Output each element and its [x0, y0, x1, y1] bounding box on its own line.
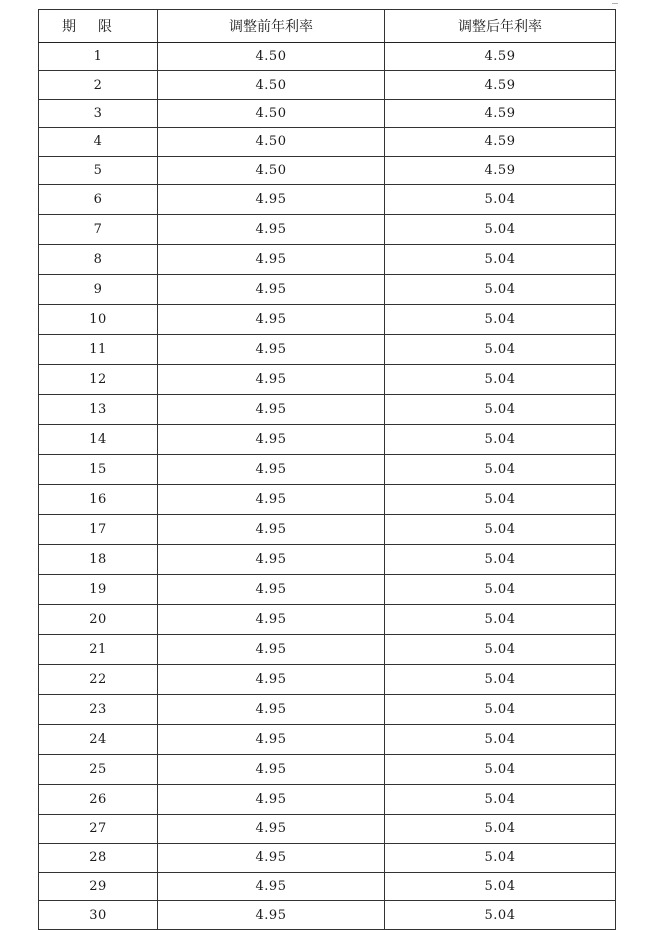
cell-period: 14: [39, 424, 158, 454]
cell-period: 2: [39, 71, 158, 99]
cell-rate-before: 4.95: [158, 901, 385, 930]
cell-period: 16: [39, 484, 158, 514]
cell-rate-before: 4.95: [158, 843, 385, 872]
cell-period: 18: [39, 544, 158, 574]
cell-rate-before: 4.95: [158, 544, 385, 574]
table-row: [39, 99, 616, 127]
table-row: [39, 604, 616, 634]
table-row: [39, 424, 616, 454]
table-row: [39, 304, 616, 334]
cell-rate-before: 4.95: [158, 484, 385, 514]
cell-rate-before: 4.95: [158, 514, 385, 544]
corner-mark: [612, 0, 618, 4]
cell-rate-after: 5.04: [385, 514, 616, 544]
cell-rate-before: 4.95: [158, 724, 385, 754]
cell-period: 9: [39, 274, 158, 304]
cell-rate-before: 4.95: [158, 814, 385, 843]
interest-rate-table: [38, 9, 616, 930]
cell-rate-before: 4.50: [158, 43, 385, 71]
cell-rate-after: 5.04: [385, 484, 616, 514]
cell-period: 4: [39, 128, 158, 156]
cell-rate-before: 4.95: [158, 784, 385, 814]
header-period: 期限: [39, 10, 158, 43]
cell-rate-after: 5.04: [385, 814, 616, 843]
table-row: [39, 814, 616, 843]
cell-rate-after: 5.04: [385, 454, 616, 484]
header-rate-before: 调整前年利率: [158, 10, 385, 43]
cell-rate-after: 5.04: [385, 754, 616, 784]
cell-period: 24: [39, 724, 158, 754]
cell-rate-after: 5.04: [385, 694, 616, 724]
cell-period: 19: [39, 574, 158, 604]
cell-rate-before: 4.95: [158, 304, 385, 334]
cell-rate-before: 4.95: [158, 574, 385, 604]
cell-period: 17: [39, 514, 158, 544]
cell-period: 23: [39, 694, 158, 724]
cell-rate-after: 5.04: [385, 664, 616, 694]
cell-rate-after: 5.04: [385, 424, 616, 454]
cell-rate-before: 4.50: [158, 71, 385, 99]
cell-rate-after: 5.04: [385, 574, 616, 604]
cell-period: 30: [39, 901, 158, 930]
table-row: [39, 574, 616, 604]
cell-rate-before: 4.95: [158, 424, 385, 454]
cell-period: 7: [39, 214, 158, 244]
cell-rate-after: 4.59: [385, 43, 616, 71]
table-row: [39, 694, 616, 724]
table-row: [39, 274, 616, 304]
cell-period: 3: [39, 99, 158, 127]
cell-rate-after: 5.04: [385, 872, 616, 901]
cell-rate-before: 4.95: [158, 244, 385, 274]
table-row: [39, 634, 616, 664]
cell-rate-before: 4.95: [158, 454, 385, 484]
table-row: [39, 514, 616, 544]
cell-rate-after: 5.04: [385, 784, 616, 814]
cell-rate-before: 4.95: [158, 664, 385, 694]
table-row: [39, 128, 616, 156]
cell-rate-after: 5.04: [385, 724, 616, 754]
cell-rate-before: 4.95: [158, 334, 385, 364]
cell-rate-before: 4.95: [158, 394, 385, 424]
table-row: [39, 454, 616, 484]
table-row: [39, 43, 616, 71]
cell-rate-after: 5.04: [385, 214, 616, 244]
table-row: [39, 754, 616, 784]
cell-rate-before: 4.95: [158, 604, 385, 634]
cell-period: 10: [39, 304, 158, 334]
cell-rate-after: 5.04: [385, 634, 616, 664]
cell-period: 25: [39, 754, 158, 784]
table-row: [39, 872, 616, 901]
table-row: [39, 394, 616, 424]
cell-rate-before: 4.95: [158, 184, 385, 214]
cell-rate-after: 5.04: [385, 394, 616, 424]
cell-period: 20: [39, 604, 158, 634]
cell-rate-after: 4.59: [385, 128, 616, 156]
cell-rate-after: 4.59: [385, 71, 616, 99]
cell-rate-after: 5.04: [385, 901, 616, 930]
cell-period: 22: [39, 664, 158, 694]
cell-rate-after: 5.04: [385, 843, 616, 872]
cell-period: 28: [39, 843, 158, 872]
cell-period: 27: [39, 814, 158, 843]
table-row: [39, 364, 616, 394]
cell-rate-before: 4.95: [158, 274, 385, 304]
cell-period: 5: [39, 156, 158, 184]
cell-rate-before: 4.50: [158, 99, 385, 127]
table-header: [39, 10, 616, 43]
cell-period: 6: [39, 184, 158, 214]
cell-rate-before: 4.50: [158, 128, 385, 156]
table-row: [39, 724, 616, 754]
table-row: [39, 334, 616, 364]
cell-period: 29: [39, 872, 158, 901]
cell-period: 1: [39, 43, 158, 71]
table-row: [39, 843, 616, 872]
cell-rate-after: 5.04: [385, 544, 616, 574]
cell-period: 8: [39, 244, 158, 274]
table-row: [39, 71, 616, 99]
cell-rate-before: 4.95: [158, 754, 385, 784]
cell-rate-after: 5.04: [385, 274, 616, 304]
header-row: [39, 10, 616, 43]
cell-rate-before: 4.95: [158, 364, 385, 394]
header-rate-after: 调整后年利率: [385, 10, 616, 43]
cell-period: 12: [39, 364, 158, 394]
cell-rate-after: 4.59: [385, 99, 616, 127]
table-row: [39, 544, 616, 574]
cell-rate-after: 5.04: [385, 304, 616, 334]
cell-rate-before: 4.50: [158, 156, 385, 184]
table-row: [39, 664, 616, 694]
cell-rate-after: 5.04: [385, 334, 616, 364]
table-body: [39, 43, 616, 930]
table-row: [39, 901, 616, 930]
cell-period: 21: [39, 634, 158, 664]
cell-rate-before: 4.95: [158, 694, 385, 724]
cell-rate-after: 5.04: [385, 604, 616, 634]
cell-rate-after: 5.04: [385, 364, 616, 394]
cell-period: 26: [39, 784, 158, 814]
table-row: [39, 484, 616, 514]
table-row: [39, 784, 616, 814]
cell-rate-after: 5.04: [385, 244, 616, 274]
table-row: [39, 244, 616, 274]
cell-rate-after: 5.04: [385, 184, 616, 214]
table-row: [39, 214, 616, 244]
cell-period: 15: [39, 454, 158, 484]
cell-rate-before: 4.95: [158, 214, 385, 244]
cell-period: 11: [39, 334, 158, 364]
cell-period: 13: [39, 394, 158, 424]
table-row: [39, 184, 616, 214]
cell-rate-before: 4.95: [158, 634, 385, 664]
table-row: [39, 156, 616, 184]
cell-rate-before: 4.95: [158, 872, 385, 901]
cell-rate-after: 4.59: [385, 156, 616, 184]
